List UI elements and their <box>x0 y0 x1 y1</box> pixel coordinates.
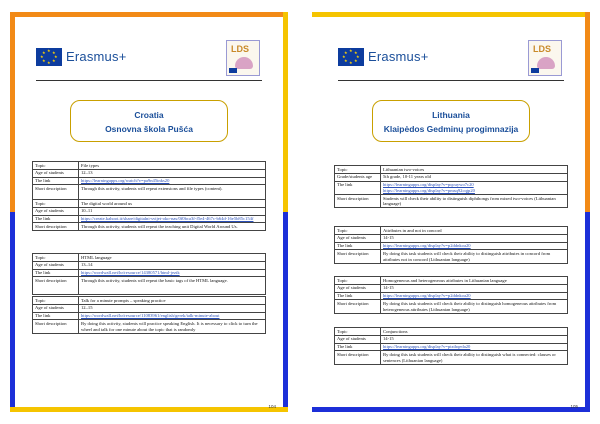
age-value: 10–11 <box>79 207 266 215</box>
task-link[interactable]: https://learningapps.org/display?v=p2ddnkoa20 <box>383 243 471 249</box>
age-label: Age of students <box>33 169 79 177</box>
task-link[interactable]: https://create.kahoot.it/share/digitalni-svijet-oko-nas/0f0bca3f-f5e4-467c-b64d-16e5b85c154f <box>81 216 254 222</box>
table-row <box>335 234 568 242</box>
age-label: Grade/students age <box>335 173 381 181</box>
table-row <box>335 343 568 351</box>
lds-logo-text: LDS <box>533 44 551 54</box>
task-table-3 <box>334 276 568 314</box>
link-label: The link <box>33 312 79 320</box>
age-value: 14-15 <box>381 335 568 343</box>
link-label: The link <box>33 177 79 185</box>
description-value: By doing this task students will check their ability to distinguish what is connected: clauses or sentences (Lithuanian language) <box>381 351 568 364</box>
task-table-2 <box>334 226 568 264</box>
table-row <box>33 162 266 170</box>
description-label: Short description <box>33 320 79 333</box>
age-label: Age of students <box>33 261 79 269</box>
table-row <box>335 181 568 194</box>
age-label: Age of students <box>335 335 381 343</box>
frame-right-yellow <box>283 12 288 212</box>
table-row <box>33 269 266 277</box>
task-link[interactable]: https://learningapps.org/watch?v=pa9n45inks20 <box>81 178 170 184</box>
description-value: By doing this task students will check their ability to distinguish attributes in concord from attributes not in concord (Lithuanian language) <box>381 250 568 263</box>
description-label: Short description <box>33 223 79 231</box>
description-label: Short description <box>335 351 381 364</box>
age-value: 12–15 <box>79 304 266 312</box>
lds-logo <box>528 40 562 76</box>
table-row <box>335 173 568 181</box>
lds-figure-icon <box>235 57 253 69</box>
link-label: The link <box>335 343 381 351</box>
frame-left-orange <box>10 12 15 212</box>
age-label: Age of students <box>33 207 79 215</box>
task-table-2 <box>32 199 266 231</box>
task-table-3 <box>32 253 266 295</box>
table-row <box>335 284 568 292</box>
lds-logo <box>226 40 260 76</box>
link-label: The link <box>33 269 79 277</box>
table-row <box>33 254 266 262</box>
task-table-1 <box>334 165 568 208</box>
table-row <box>335 166 568 174</box>
frame-bottom-blue <box>312 407 590 412</box>
page-number: 105 <box>570 404 578 409</box>
age-value: 12–13 <box>79 169 266 177</box>
topic-label: Topic <box>33 254 79 262</box>
description-value: Through this activity, students will repeat the basic tags of the HTML language. <box>79 277 266 295</box>
task-table-4 <box>32 296 266 334</box>
erasmus-logo-text: Erasmus+ <box>66 49 127 64</box>
table-row <box>33 320 266 333</box>
description-value: Through this activity, students will repeat extensions and file types (content). <box>79 185 266 203</box>
frame-top-orange <box>10 12 288 17</box>
link-label: The link <box>335 181 381 194</box>
table-row <box>33 207 266 215</box>
link-label: The link <box>33 215 79 223</box>
table-row <box>335 227 568 235</box>
school-title-box <box>372 100 530 142</box>
table-row <box>335 335 568 343</box>
description-value: Students will check their ability to distinguish diphthongs from mixed two-voices (Lithuanian language) <box>381 194 568 207</box>
table-row <box>33 312 266 320</box>
task-link[interactable]: https://learningapps.org/display?v=ptzthqeda20 <box>383 344 471 350</box>
table-row <box>33 177 266 185</box>
table-row <box>33 200 266 208</box>
description-value: By doing this task students will check their ability to distinguish homogeneous attributes from heterogeneous attributes (Lithuanian language) <box>381 300 568 313</box>
topic-value: HTML language <box>79 254 266 262</box>
topic-label: Topic <box>33 162 79 170</box>
table-row <box>33 304 266 312</box>
age-value: 14-15 <box>381 234 568 242</box>
country-name: Lithuania <box>432 110 470 120</box>
table-row <box>33 223 266 231</box>
table-row <box>33 297 266 305</box>
age-label: Age of students <box>335 284 381 292</box>
logo-row <box>28 40 270 78</box>
left-page <box>10 12 288 412</box>
age-value: 14-15 <box>381 284 568 292</box>
age-label: Age of students <box>335 234 381 242</box>
task-table-4 <box>334 327 568 365</box>
task-table-1 <box>32 161 266 203</box>
eu-flag-icon: ★ ★ ★ ★ ★ ★ ★ ★ <box>36 48 62 66</box>
topic-value: Lithuanian two-voices <box>381 166 568 174</box>
description-value: Through this activity, students will repeat the teaching unit Digital World Around Us. <box>79 223 266 231</box>
lds-logo-text: LDS <box>231 44 249 54</box>
table-row <box>335 242 568 250</box>
right-page <box>312 12 590 412</box>
school-name: Osnovna škola Pušća <box>105 124 193 134</box>
lds-figure-icon <box>537 57 555 69</box>
topic-label: Topic <box>335 227 381 235</box>
lds-eu-flag-icon <box>531 68 539 73</box>
age-value: 13–14 <box>79 261 266 269</box>
topic-label: Topic <box>335 277 381 285</box>
topic-value: The digital world around us <box>79 200 266 208</box>
table-row <box>335 300 568 313</box>
task-link-2[interactable]: https://learningapps.org/display?v=pmsq92cqjp20 <box>383 187 475 193</box>
topic-value: Homogeneous and heterogeneous attributes in Lithuanian language <box>381 277 568 285</box>
task-link[interactable]: https://wordwall.net/hr/resource/14380571/html-jezik <box>81 270 180 276</box>
task-link[interactable]: https://learningapps.org/display?v=p2ddnkoa20 <box>383 293 471 299</box>
task-link[interactable]: https://wordwall.net/hr/resource/11083961/english/gerek/talk-minute-about <box>81 313 220 319</box>
description-label: Short description <box>33 185 79 203</box>
age-label: Age of students <box>33 304 79 312</box>
frame-left-blue <box>10 212 15 412</box>
erasmus-logo-text: Erasmus+ <box>368 49 429 64</box>
age-value: 5th grade, 10-11 years old <box>381 173 568 181</box>
header-divider <box>338 80 564 81</box>
country-name: Croatia <box>134 110 164 120</box>
school-title-box <box>70 100 228 142</box>
table-row <box>335 277 568 285</box>
table-row <box>335 292 568 300</box>
logo-row <box>330 40 572 78</box>
page-number: 104 <box>268 404 276 409</box>
description-label: Short description <box>33 277 79 295</box>
table-row <box>33 277 266 295</box>
table-row <box>335 351 568 364</box>
frame-bottom-yellow <box>10 407 288 412</box>
link-label: The link <box>335 292 381 300</box>
school-name: Klaipėdos Gedminų progimnazija <box>383 124 519 134</box>
description-label: Short description <box>335 300 381 313</box>
table-row <box>33 215 266 223</box>
eu-flag-icon: ★ ★ ★ ★ ★ ★ ★ ★ <box>338 48 364 66</box>
link-label: The link <box>335 242 381 250</box>
table-row <box>33 261 266 269</box>
frame-right-orange <box>585 12 590 212</box>
frame-right-blue <box>283 212 288 412</box>
lds-eu-flag-icon <box>229 68 237 73</box>
description-value: By doing this activity, students will practice speaking English. It is necessary to click to turn the wheel and talk for one minute about the topic that is randomly <box>79 320 266 333</box>
topic-label: Topic <box>335 166 381 174</box>
task-link[interactable]: https://learningapps.org/display?v=pqcuywo7c20 <box>383 182 474 188</box>
topic-label: Topic <box>33 297 79 305</box>
frame-top-yellow <box>312 12 590 17</box>
table-row <box>335 194 568 207</box>
header-divider <box>36 80 262 81</box>
description-label: Short description <box>335 194 381 207</box>
description-label: Short description <box>335 250 381 263</box>
topic-label: Topic <box>335 328 381 336</box>
topic-value: Attributes in and not in concord <box>381 227 568 235</box>
table-row <box>33 169 266 177</box>
topic-value: File types <box>79 162 266 170</box>
topic-value: Conjunctions <box>381 328 568 336</box>
topic-label: Topic <box>33 200 79 208</box>
frame-right-blue <box>585 212 590 412</box>
topic-value: Talk for a minute prompts – speaking practice <box>79 297 266 305</box>
table-row <box>335 328 568 336</box>
table-row <box>335 250 568 263</box>
